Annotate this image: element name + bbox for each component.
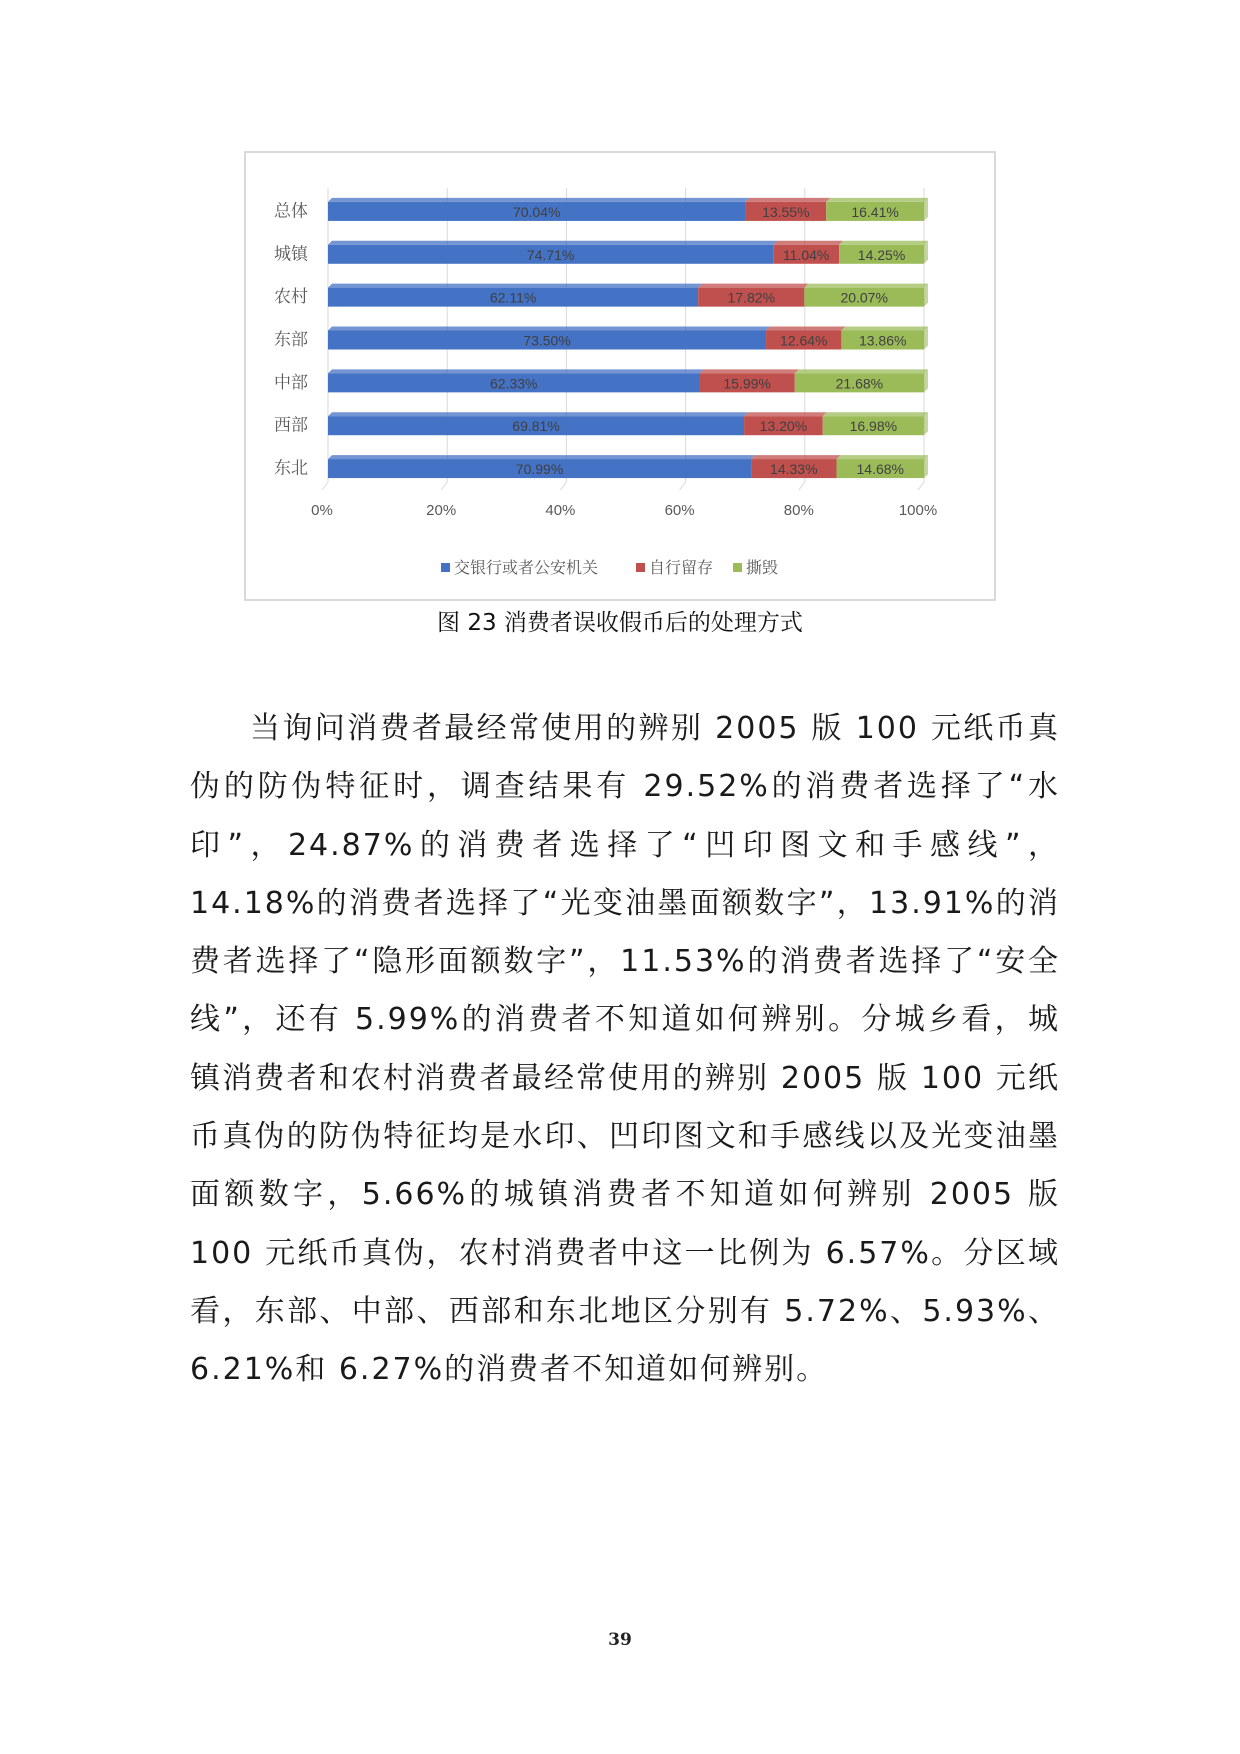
bar-top-face	[751, 455, 840, 459]
figure-caption: 图 23 消费者误收假币后的处理方式	[437, 610, 803, 636]
bar-top-face	[744, 412, 827, 416]
category-label: 总体	[274, 201, 308, 221]
category-label: 西部	[274, 415, 308, 435]
data-label: 11.04%	[782, 246, 830, 263]
x-tick-label: 80%	[783, 502, 814, 519]
bar-top-face	[841, 327, 928, 331]
data-label: 62.33%	[490, 375, 538, 392]
data-label: 13.20%	[759, 418, 808, 435]
data-label: 15.99%	[723, 375, 771, 392]
data-label: 14.25%	[857, 246, 906, 263]
data-label: 70.99%	[515, 461, 564, 478]
gridline-base	[560, 482, 566, 490]
data-label: 74.71%	[526, 246, 575, 263]
bar-top-face	[745, 198, 830, 202]
bar-top-face	[826, 198, 928, 202]
bar-top-face	[328, 455, 755, 459]
data-label: 13.55%	[762, 203, 810, 220]
chart-container	[244, 151, 996, 601]
category-label: 城镇	[274, 244, 308, 264]
bar-top-face	[839, 241, 928, 245]
bar-top-face	[698, 284, 808, 288]
bar-side-face	[924, 327, 928, 350]
data-label: 73.50%	[523, 332, 571, 349]
bar-top-face	[773, 241, 843, 245]
bar-top-face	[328, 241, 777, 245]
data-label: 16.41%	[851, 203, 899, 220]
bar-top-face	[328, 327, 770, 331]
gridline-base	[680, 482, 686, 490]
data-label: 62.11%	[489, 289, 537, 306]
bar-side-face	[924, 241, 928, 264]
x-tick-label: 0%	[311, 502, 333, 519]
bar-top-face	[328, 198, 749, 202]
bar-side-face	[924, 284, 928, 307]
data-label: 69.81%	[512, 418, 560, 435]
data-label: 14.68%	[856, 461, 904, 478]
body-paragraph: 当询问消费者最经常使用的辨别 2005 版 100 元纸币真伪的防伪特征时，调查结果有 29.52%的消费者选择了“水印”，24.87%的消费者选择了“凹印图文和手感线”，14.18%的消费者选择了“光变油墨面额数字”，13.91%的消费者选择了“隐形面额数字”，11.53%的消费者选择了“安全线”，还有 5.99%的消费者不知道如何辨别。分城乡看，城镇消费者和农村消费者最经常使用的辨别 2005 版 100 元纸币真伪的防伪特征均是水印、凹印图文和手感线以及光变油墨面额数字，5.66%的城镇消费者不知道如何辨别 2005 版 100 元纸币真伪，农村消费者中这一比例为 6.57%。分区域看，东部、中部、西部和东北地区分别有 5.72%、5.93%、6.21%和 6.27%的消费者不知道如何辨别。	[190, 711, 1060, 1388]
category-label: 农村	[274, 287, 308, 307]
bar-top-face	[328, 412, 748, 416]
legend-label: 自行留存	[649, 560, 714, 577]
bar-top-face	[328, 284, 702, 288]
gridline-base	[441, 482, 447, 490]
gridline-base	[799, 482, 805, 490]
legend-swatch	[733, 563, 742, 572]
data-label: 17.82%	[727, 289, 776, 306]
x-tick-label: 20%	[426, 502, 457, 519]
stacked-bar-chart	[246, 153, 994, 599]
category-label: 东北	[274, 458, 308, 478]
data-label: 20.07%	[840, 289, 888, 306]
bar-top-face	[837, 455, 928, 459]
bar-top-face	[328, 369, 703, 373]
x-tick-label: 100%	[898, 502, 938, 519]
data-label: 13.86%	[858, 332, 907, 349]
bar-side-face	[924, 369, 928, 392]
legend-label: 交银行或者公安机关	[454, 560, 599, 577]
category-label: 中部	[274, 372, 308, 392]
bar-top-face	[795, 369, 928, 373]
data-label: 70.04%	[512, 203, 561, 220]
legend-swatch	[441, 563, 450, 572]
bar-top-face	[804, 284, 928, 288]
data-label: 16.98%	[849, 418, 898, 435]
gridline-base	[322, 482, 328, 490]
gridline-base	[918, 482, 924, 490]
bar-top-face	[766, 327, 845, 331]
data-label: 14.33%	[770, 461, 818, 478]
page-number: 39	[608, 1630, 632, 1650]
bar-side-face	[924, 412, 928, 435]
bar-top-face	[823, 412, 928, 416]
category-label: 东部	[274, 330, 308, 349]
legend-swatch	[636, 563, 645, 572]
x-tick-label: 60%	[664, 502, 695, 519]
bar-side-face	[924, 455, 928, 478]
legend-label: 撕毁	[746, 560, 779, 577]
x-tick-label: 40%	[545, 502, 576, 519]
data-label: 21.68%	[835, 375, 884, 392]
bar-top-face	[699, 369, 798, 373]
bar-side-face	[924, 198, 928, 221]
data-label: 12.64%	[779, 332, 828, 349]
